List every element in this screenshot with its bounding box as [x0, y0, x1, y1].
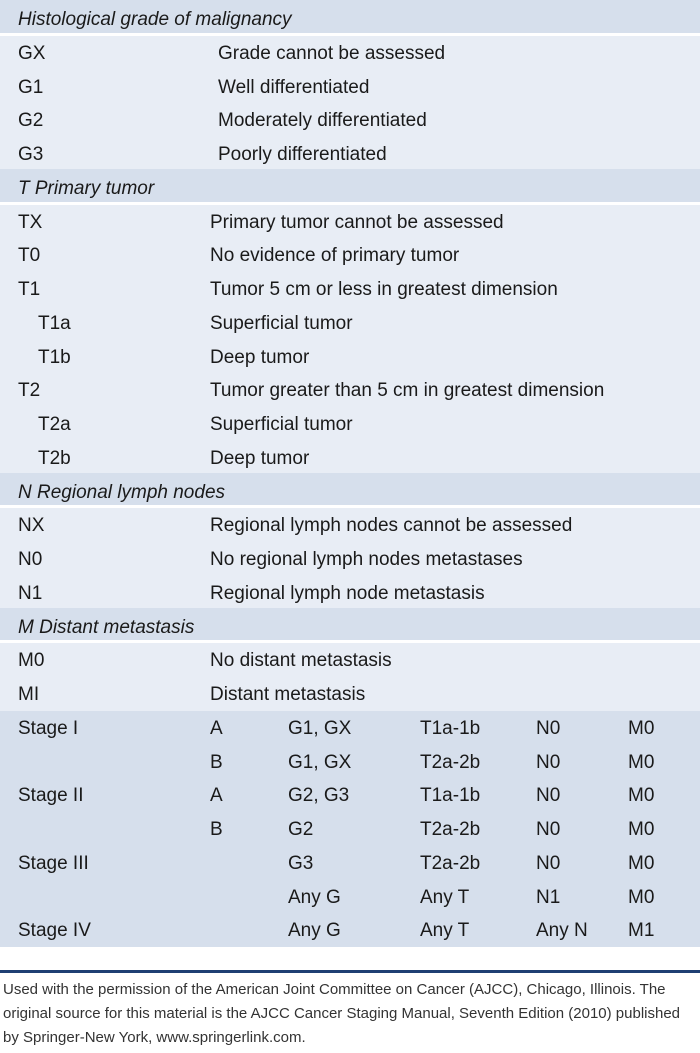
table-row: [0, 104, 700, 138]
description-cell: Superficial tumor: [210, 414, 353, 435]
table-row: [0, 341, 700, 375]
stage-t: Any T: [420, 920, 470, 942]
description-cell: Deep tumor: [210, 346, 310, 368]
code-cell: T1b: [38, 346, 71, 368]
table-row: [0, 37, 700, 71]
description-cell: Superficial tumor: [210, 312, 353, 334]
table-row: [0, 577, 700, 611]
description-cell: Deep tumor: [210, 447, 310, 469]
section-heading: M Distant metastasis: [18, 616, 195, 638]
stage-substage: A: [210, 785, 223, 807]
description-cell: Tumor greater than 5 cm in greatest dimension: [210, 380, 605, 402]
table-row: [0, 374, 700, 408]
stage-m: M0: [628, 886, 655, 908]
stage-grade: G1, GX: [288, 717, 352, 739]
stage-n: N1: [536, 886, 561, 908]
code-cell: G3: [18, 144, 44, 165]
stage-row: [0, 881, 700, 915]
table-row: [0, 307, 700, 341]
footnote: Used with the permission of the American Joint Committee on Cancer (AJCC), Chicago, Illinois. The original source for this material is the AJCC Cancer Staging Manual, Seventh Edition (2010) published by Springer-New York, www.springerlink.com.: [3, 981, 681, 1046]
stage-substage: B: [210, 751, 223, 773]
code-cell: T0: [18, 245, 41, 267]
description-cell: Regional lymph node metastasis: [210, 582, 485, 604]
stage-n: N0: [536, 852, 561, 874]
stage-t: T2a-2b: [420, 751, 481, 773]
stage-m: M1: [628, 920, 655, 942]
section-heading: Histological grade of malignancy: [18, 9, 292, 30]
table-row: [0, 239, 700, 273]
description-cell: No regional lymph nodes metastases: [210, 549, 523, 570]
stage-substage: A: [210, 717, 223, 739]
stage-n: N0: [536, 751, 561, 773]
description-cell: No evidence of primary tumor: [210, 245, 460, 267]
description-cell: Distant metastasis: [210, 684, 366, 705]
stage-substage: B: [210, 819, 223, 840]
section-heading: T Primary tumor: [18, 177, 155, 199]
stage-row: [0, 813, 700, 847]
table-row: [0, 644, 700, 678]
code-cell: N1: [18, 582, 43, 604]
description-cell: Regional lymph nodes cannot be assessed: [210, 515, 573, 537]
stage-n: N0: [536, 785, 561, 807]
stage-n: N0: [536, 717, 561, 739]
stage-t: T2a-2b: [420, 819, 481, 840]
stage-m: M0: [628, 819, 655, 840]
description-cell: Poorly differentiated: [218, 144, 387, 165]
code-cell: G1: [18, 76, 44, 98]
stage-name: Stage II: [18, 785, 84, 807]
table-row: [0, 273, 700, 307]
table-row: [0, 678, 700, 712]
stage-m: M0: [628, 717, 655, 739]
code-cell: T2a: [38, 414, 71, 435]
table-row: [0, 442, 700, 476]
stage-grade: G3: [288, 852, 314, 874]
stage-n: N0: [536, 819, 561, 840]
code-cell: T1a: [38, 312, 71, 334]
stage-row: [0, 712, 700, 746]
description-cell: Grade cannot be assessed: [218, 42, 446, 64]
description-cell: Tumor 5 cm or less in greatest dimension: [210, 279, 558, 300]
code-cell: N0: [18, 549, 43, 570]
code-cell: M0: [18, 650, 45, 672]
stage-n: Any N: [536, 920, 588, 942]
table-row: [0, 509, 700, 543]
stage-t: T1a-1b: [420, 785, 481, 807]
code-cell: T2b: [38, 447, 71, 469]
stage-grade: G2: [288, 819, 314, 840]
code-cell: MI: [18, 684, 40, 705]
section-header-row: [0, 476, 700, 510]
stage-t: T2a-2b: [420, 852, 481, 874]
stage-row: [0, 746, 700, 780]
description-cell: Well differentiated: [218, 76, 370, 98]
stage-t: T1a-1b: [420, 717, 481, 739]
code-cell: G2: [18, 110, 44, 132]
table-row: [0, 543, 700, 577]
stage-grade: G2, G3: [288, 785, 350, 807]
description-cell: Moderately differentiated: [218, 110, 427, 132]
stage-m: M0: [628, 751, 655, 773]
table-row: [0, 206, 700, 240]
stage-row: [0, 847, 700, 881]
code-cell: TX: [18, 211, 43, 233]
stage-name: Stage IV: [18, 920, 91, 942]
code-cell: T1: [18, 279, 41, 300]
description-cell: Primary tumor cannot be assessed: [210, 211, 504, 233]
stage-grade: Any G: [288, 920, 341, 942]
table-row: [0, 71, 700, 105]
description-cell: No distant metastasis: [210, 650, 392, 672]
section-header-row: [0, 3, 700, 37]
section-heading: N Regional lymph nodes: [18, 481, 226, 503]
stage-name: Stage III: [18, 852, 89, 874]
code-cell: T2: [18, 380, 41, 402]
table-row: [0, 138, 700, 172]
section-header-row: [0, 172, 700, 206]
section-header-row: [0, 611, 700, 645]
stage-m: M0: [628, 785, 655, 807]
stage-row: [0, 914, 700, 948]
code-cell: GX: [18, 42, 46, 64]
stage-t: Any T: [420, 886, 470, 908]
table-bottom-rule: [0, 970, 700, 973]
code-cell: NX: [18, 515, 45, 537]
stage-row: [0, 779, 700, 813]
stage-name: Stage I: [18, 717, 79, 739]
stage-m: M0: [628, 852, 655, 874]
table-row: [0, 408, 700, 442]
stage-grade: Any G: [288, 886, 341, 908]
stage-grade: G1, GX: [288, 751, 352, 773]
